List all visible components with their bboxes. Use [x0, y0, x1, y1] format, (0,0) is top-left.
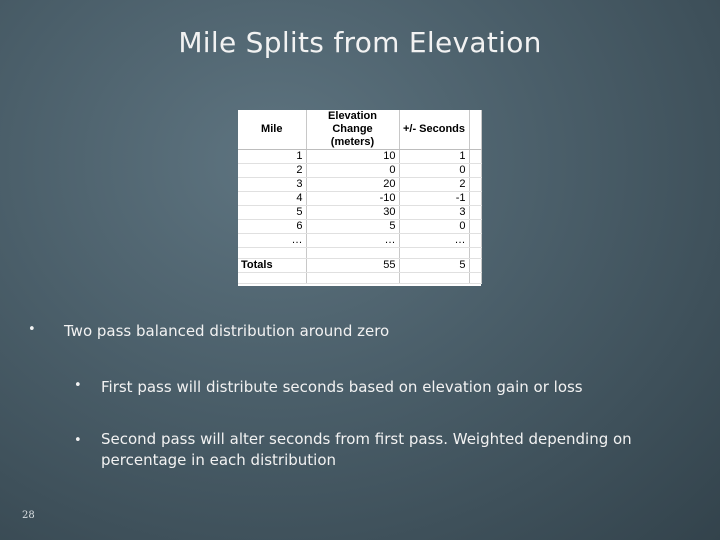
- table-row: [238, 178, 481, 192]
- cell-seconds: -1: [399, 192, 469, 206]
- cell-empty: [469, 150, 481, 164]
- cell-mile: 5: [238, 206, 306, 220]
- cell-empty: [469, 206, 481, 220]
- cell-mile: 2: [238, 164, 306, 178]
- cell-empty: [469, 259, 481, 273]
- cell-seconds: 1: [399, 150, 469, 164]
- table-row: [238, 206, 481, 220]
- table-row: [238, 150, 481, 164]
- table-spacer-row: [238, 248, 481, 259]
- header-seconds: +/- Seconds: [399, 110, 469, 150]
- bullet-main-text: Two pass balanced distribution around zero: [64, 322, 390, 340]
- table-totals-row: [238, 259, 481, 273]
- cell-mile: 1: [238, 150, 306, 164]
- cell-mile: 6: [238, 220, 306, 234]
- bullet-dot-icon: •: [28, 322, 36, 337]
- table-header-row: [238, 110, 481, 150]
- table-row: [238, 220, 481, 234]
- cell-seconds: 0: [399, 220, 469, 234]
- table-row: [238, 192, 481, 206]
- cell-empty: [469, 220, 481, 234]
- cell-mile: 3: [238, 178, 306, 192]
- table-spacer-row: [238, 273, 481, 284]
- cell-seconds: …: [399, 234, 469, 248]
- splits-table-container: [238, 110, 481, 286]
- cell-elevation: 20: [306, 178, 399, 192]
- cell-seconds: 3: [399, 206, 469, 220]
- cell-elevation: -10: [306, 192, 399, 206]
- cell-elevation: 10: [306, 150, 399, 164]
- totals-label: Totals: [238, 259, 306, 273]
- header-mile: Mile: [238, 110, 306, 150]
- splits-table: [238, 110, 482, 284]
- cell-elevation: …: [306, 234, 399, 248]
- slide-title: Mile Splits from Elevation: [178, 26, 542, 59]
- cell-empty: [469, 178, 481, 192]
- cell-elevation: 0: [306, 164, 399, 178]
- cell-empty: [469, 234, 481, 248]
- cell-seconds: 2: [399, 178, 469, 192]
- bullet-sub-2-text: Second pass will alter seconds from first pass. Weighted depending on percentage in each distribution: [101, 430, 632, 469]
- bullet-dot-icon: •: [74, 378, 82, 393]
- totals-elevation: 55: [306, 259, 399, 273]
- header-empty: [469, 110, 481, 150]
- header-elevation-change: Elevation Change (meters): [306, 110, 399, 150]
- cell-mile: 4: [238, 192, 306, 206]
- bullet-sub-1-text: First pass will distribute seconds based on elevation gain or loss: [101, 378, 583, 396]
- table-row: [238, 234, 481, 248]
- cell-seconds: 0: [399, 164, 469, 178]
- totals-seconds: 5: [399, 259, 469, 273]
- cell-mile: …: [238, 234, 306, 248]
- cell-elevation: 30: [306, 206, 399, 220]
- cell-elevation: 5: [306, 220, 399, 234]
- table-row: [238, 164, 481, 178]
- cell-empty: [469, 192, 481, 206]
- page-number: 28: [22, 510, 35, 521]
- cell-empty: [469, 164, 481, 178]
- bullet-dot-icon: •: [74, 433, 82, 448]
